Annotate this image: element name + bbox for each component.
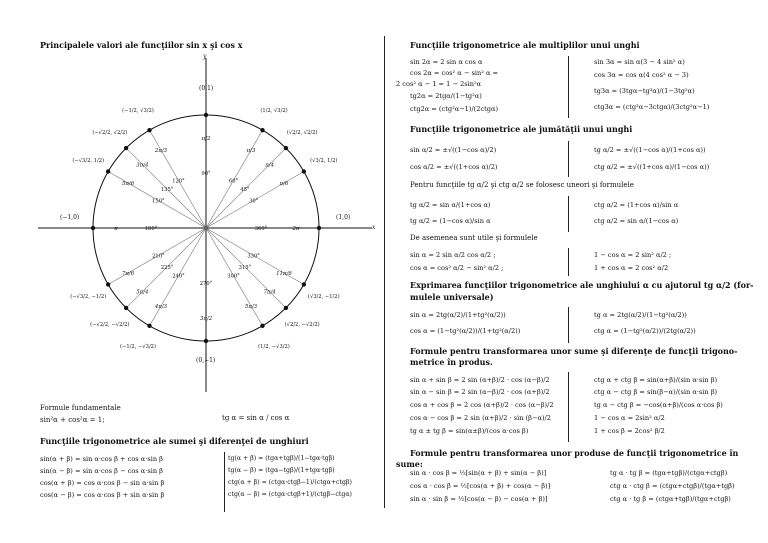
multiple-formula: ctg2α = (ctg²α−1)/(2ctgα): [410, 105, 499, 113]
angle-point: [260, 324, 264, 328]
angle-coordinate-label: (√2/2, −√2/2): [284, 322, 320, 329]
angle-coordinate-label: (√3/2, 1/2): [310, 158, 338, 164]
multiple-formula: sin 3α = sin α(3 − 4 sin² α): [594, 58, 685, 66]
sum-formula: cos(α + β) = cos α·cos β − sin α·sin β: [40, 479, 165, 487]
fundamental-title: Formule fundamentale: [40, 404, 121, 412]
transform-formula: sin α + sin β = 2 sin (α+β)/2 · cos (α−β)/2: [410, 376, 550, 384]
angle-degree-label: 60°: [228, 178, 239, 185]
multiple-title: Funcţiile trigonometrice ale multiplilor unui unghi: [410, 40, 640, 50]
divider: [568, 141, 569, 177]
also-formula: 1 − cos α = 2 sin² α/2 ;: [594, 251, 672, 259]
half2-formula: ctg α/2 = sin α/(1−cos α): [594, 217, 679, 225]
point-top: (0,1): [199, 85, 214, 92]
angle-coordinate-label: (−√2/2, −√2/2): [90, 322, 130, 329]
angle-coordinate-label: (−√3/2, −1/2): [70, 294, 107, 300]
product-formula: ctg α · tg β = (ctgα+tgβ)/(tgα+ctgβ): [610, 495, 731, 503]
circle-title: Principalele valori ale funcţiilor sin x şi cos x: [40, 40, 243, 50]
product-formula: cos α · cos β = ½[cos(α + β) + cos(α − β)]: [410, 482, 551, 490]
sum-formula: sin(α − β) = sin α·cos β − cos α·sin β: [40, 467, 163, 475]
transform-formula: tg α − ctg β = −cos(α+β)/(cos α·cos β): [594, 401, 723, 409]
multiple-formula: tg2α = 2tgα/(1−tg²α): [410, 92, 482, 100]
sum-formula: ctg(α + β) = (ctgα·ctgβ−1)/(ctgα+ctgβ): [228, 479, 352, 486]
also-formula: 1 + cos α = 2 cos² α/2: [594, 264, 669, 272]
transform-formula: ctg α + ctg β = sin(α+β)/(sin α·sin β): [594, 376, 718, 384]
column-divider: [384, 36, 385, 508]
angle-degree-label: 300°: [227, 273, 240, 280]
angle-radian-label: π: [114, 226, 118, 232]
angle-radian-label: π/4: [265, 162, 275, 169]
angle-degree-label: 330°: [247, 253, 260, 260]
point-left: (−1,0): [60, 214, 80, 221]
multiple-formula: 2 cos² α − 1 = 1 − 2sin²α: [396, 80, 482, 88]
express-formula: ctg α = (1−tg²(α/2))/(2tg(α/2)): [594, 327, 696, 335]
transform-formula: tg α ± tg β = sin(α±β)/(cos α·cos β): [410, 427, 529, 435]
angle-radian-label: π/3: [246, 148, 256, 155]
sum-formula: tg(α − β) = (tgα−tgβ)/(1+tgα·tgβ): [228, 467, 335, 474]
express-formula: cos α = (1−tg²(α/2))/(1+tg²(α/2)): [410, 327, 521, 335]
sum-diff-title: Funcţiile trigonometrice ale sumei şi diferenţei de unghiuri: [40, 436, 309, 446]
product-title-2: sume:: [396, 459, 423, 469]
angle-point: [124, 146, 128, 150]
angle-radian-label: 2π/3: [154, 148, 168, 155]
transform-formula: 1 − cos α = 2sin² α/2: [594, 414, 665, 422]
angle-point: [302, 282, 306, 286]
angle-degree-label: 150°: [152, 198, 165, 205]
angle-radian-label: π/2: [201, 136, 211, 142]
angle-degree-label: 135°: [160, 187, 174, 194]
multiple-formula: ctg3α = (ctg³α−3ctgα)/(3ctg²α−1): [594, 103, 710, 111]
express-title-2: mulele universale): [410, 292, 494, 302]
multiple-formula: cos 2α = cos² α − sin² α =: [410, 69, 499, 77]
transform-formula: sin α − sin β = 2 sin (α−β)/2 · cos (α+β)/2: [410, 388, 550, 396]
fundamental-formula-1: sin²α + cos²α = 1;: [40, 416, 105, 424]
express-title: Exprimarea funcţiilor trigonometrice ale unghiului α cu ajutorul tg α/2 (for-: [410, 280, 754, 290]
angle-point: [317, 226, 321, 230]
angle-point: [204, 339, 208, 343]
multiple-formula: cos 3α = cos α(4 cos² α − 3): [594, 71, 689, 79]
multiple-formula: sin 2α = 2 sin α cos α: [410, 58, 483, 66]
angle-coordinate-label: (√2/2, √2/2): [286, 129, 318, 136]
angle-degree-label: 30°: [249, 198, 259, 205]
transform-title: Formule pentru transformarea unor sume şi diferenţe de funcţii trigono-: [410, 346, 738, 356]
angle-coordinate-label: (−1/2, −√3/2): [119, 343, 157, 350]
angle-point: [204, 113, 208, 117]
x-axis-label: x: [372, 224, 376, 231]
angle-radian-label: π/6: [279, 181, 289, 187]
divider: [568, 307, 569, 343]
transform-formula: 1 + cos β = 2cos² β/2: [594, 427, 665, 435]
angle-degree-label: 315°: [238, 264, 252, 271]
half2-formula: tg α/2 = (1−cos α)/sin α: [410, 217, 491, 225]
angle-coordinate-label: (1/2, −√3/2): [258, 343, 290, 350]
angle-radian-label: 5π/4: [136, 289, 149, 296]
divider: [568, 56, 569, 118]
unit-circle-diagram: [36, 52, 381, 402]
angle-coordinate-label: (√3/2, −1/2): [307, 294, 340, 300]
angle-degree-label: 180°: [144, 226, 158, 232]
half-formula: ctg α/2 = ±√((1+cos α)/(1−cos α)): [594, 163, 710, 171]
half-formula: sin α/2 = ±√((1−cos α)/2): [410, 146, 497, 154]
angle-point: [124, 306, 128, 310]
half-formula: cos α/2 = ±√((1+cos α)/2): [410, 163, 498, 171]
angle-degree-label: 270°: [199, 281, 213, 287]
angle-degree-label: 210°: [152, 253, 165, 260]
sum-formula: ctg(α − β) = (ctgα·ctgβ+1)/(ctgβ−ctgα): [228, 491, 352, 498]
transform-formula: cos α + cos β = 2 cos (α+β)/2 · cos (α−β)/2: [410, 401, 554, 409]
divider: [568, 372, 569, 442]
angle-coordinate-label: (1/2, √3/2): [260, 108, 288, 115]
point-right: (1,0): [336, 214, 351, 221]
angle-point: [284, 146, 288, 150]
product-formula: ctg α · ctg β = (ctgα+ctgβ)/(tgα+tgβ): [610, 482, 735, 490]
half2-formula: ctg α/2 = (1+cos α)/sin α: [594, 201, 679, 209]
multiple-formula: tg3α = (3tgα−tg³α)/(1−3tg²α): [594, 87, 695, 95]
angle-degree-label: 45°: [240, 187, 250, 194]
half2-formula: tg α/2 = sin α/(1+cos α): [410, 201, 491, 209]
also-note: De asemenea sunt utile şi formulele: [410, 234, 538, 242]
angle-point: [302, 169, 306, 173]
angle-radian-label: 7π/6: [121, 271, 135, 277]
product-formula: tg α · tg β = (tgα+tgβ)/(ctgα+ctgβ): [610, 469, 728, 477]
product-formula: sin α · sin β = ½[cos(α − β) − cos(α + β)]: [410, 495, 548, 503]
product-formula: sin α · cos β = ½[sin(α + β) + sin(α − β)]: [410, 469, 547, 477]
angle-point: [106, 169, 110, 173]
divider: [224, 452, 225, 512]
angle-coordinate-label: (−√2/2, √2/2): [92, 129, 128, 136]
angle-point: [260, 128, 264, 132]
angle-degree-label: 240°: [172, 273, 185, 280]
transform-formula: cos α − cos β = 2 sin (α+β)/2 · sin (β−α)/2: [410, 414, 551, 422]
product-title: Formule pentru transformarea unor produse de funcţii trigonometrice în: [410, 448, 739, 458]
angle-degree-label: 90°: [201, 171, 211, 177]
also-formula: sin α = 2 sin α/2 cos α/2 ;: [410, 251, 496, 259]
divider: [568, 248, 569, 276]
sum-formula: sin(α + β) = sin α·cos β + cos α·sin β: [40, 455, 163, 463]
angle-degree-label: 360°: [254, 226, 268, 232]
angle-radian-label: 3π/4: [136, 162, 149, 169]
angle-coordinate-label: (−1/2, √3/2): [122, 108, 154, 115]
also-formula: cos α = cos² α/2 − sin² α/2 ;: [410, 264, 504, 272]
angle-radian-label: 4π/3: [154, 303, 168, 310]
angle-point: [147, 128, 151, 132]
angle-point: [91, 226, 95, 230]
sum-formula: tg(α + β) = (tgα+tgβ)/(1−tgα·tgβ): [228, 455, 335, 462]
angle-coordinate-label: (−√3/2, 1/2): [72, 158, 105, 164]
angle-radian-label: 11π/6: [276, 271, 292, 277]
angle-degree-label: 120°: [172, 178, 185, 185]
transform-formula: ctg α − ctg β = sin(β−α)/(sin α·sin β): [594, 388, 718, 396]
express-formula: tg α = 2tg(α/2)/(1−tg²(α/2)): [594, 311, 687, 319]
angle-radian-label: 5π/6: [121, 181, 135, 187]
angle-degree-label: 225°: [160, 264, 174, 271]
divider: [568, 196, 569, 232]
fundamental-formula-2: tg α = sin α / cos α: [222, 414, 290, 422]
angle-point: [147, 324, 151, 328]
half-formula: tg α/2 = ±√((1−cos α)/(1+cos α)): [594, 146, 706, 154]
angle-point: [106, 282, 110, 286]
half-title: Funcţiile trigonometrice ale jumătăţii unui unghi: [410, 124, 633, 134]
sum-formula: cos(α − β) = cos α·cos β + sin α·sin β: [40, 491, 165, 499]
angle-radian-label: 5π/3: [244, 303, 258, 310]
angle-radian-label: 7π/4: [263, 289, 276, 296]
angle-point: [284, 306, 288, 310]
y-axis-label: y: [203, 53, 207, 60]
express-formula: sin α = 2tg(α/2)/(1+tg²(α/2)): [410, 311, 506, 319]
angle-radian-label: 3π/2: [199, 316, 213, 322]
angle-radian-label: 2π: [292, 226, 300, 232]
point-bottom: (0,−1): [196, 357, 216, 364]
half-note: Pentru funcţiile tg α/2 şi ctg α/2 se folosesc uneori şi formulele: [410, 181, 634, 189]
transform-title-2: metrice în produs.: [410, 357, 493, 367]
